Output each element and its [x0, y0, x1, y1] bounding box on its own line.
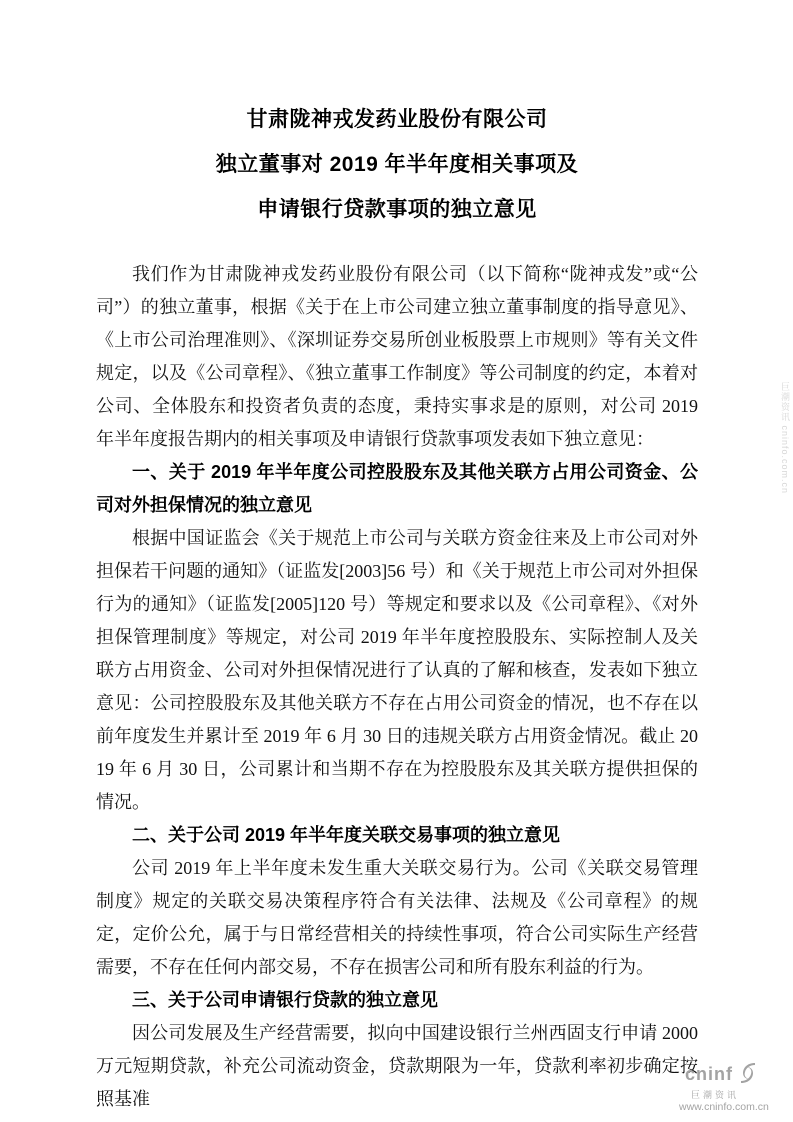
document-title — [96, 97, 698, 232]
side-watermark: 巨潮资讯 cninfo.com.cn — [780, 382, 790, 495]
paragraph: 公司 2019 年上半年度未发生重大关联交易行为。公司《关联交易管理制度》规定的关联交易决策程序符合有关法律、法规及《公司章程》的规定，定价公允，属于与日常经营相关的持续性事项，符合公司实际生产经营需要，不存在任何内部交易，不存在损害公司和所有股东利益的行为。 — [96, 858, 698, 977]
section-heading: 二、关于公司 2019 年半年度关联交易事项的独立意见 — [132, 825, 561, 845]
cninfo-brand-chinese: 巨潮资讯 — [691, 1089, 740, 1100]
title-line-1: 甘肃陇神戎发药业股份有限公司 — [246, 108, 548, 131]
cninfo-website: www.cninfo.com.cn — [679, 1101, 769, 1114]
paragraph: 我们作为甘肃陇神戎发药业股份有限公司（以下简称“陇神戎发”或“公司”）的独立董事，根据《关于在上市公司建立独立董事制度的指导意见》、《上市公司治理准则》、《深圳证券交易所创业板股票上市规则》等有关文件规定，以及《公司章程》、《独立董事工作制度》等公司制度的约定，本着对公司、全体股东和投资者负责的态度，秉持实事求是的原则，对公司 2019 年半年度报告期内的相关事项及申请银行贷款事项发表如下独立意见： — [96, 264, 698, 449]
document-body — [96, 258, 698, 1116]
title-line-2: 独立董事对 2019 年半年度相关事项及 — [215, 153, 579, 176]
title-line-3: 申请银行贷款事项的独立意见 — [257, 198, 537, 221]
document-content — [96, 0, 698, 1116]
paragraph: 因公司发展及生产经营需要，拟向中国建设银行兰州西固支行申请 2000 万元短期贷款，补充公司流动资金，贷款期限为一年，贷款利率初步确定按照基准 — [96, 1023, 698, 1109]
cninfo-logo — [679, 1061, 787, 1114]
paragraph: 根据中国证监会《关于规范上市公司与关联方资金往来及上市公司对外担保若干问题的通知》（证监发[2003]56 号）和《关于规范上市公司对外担保行为的通知》（证监发[2005]120 号）等规定和要求以及《公司章程》、《对外担保管理制度》等规定，对公司 2019 年半年度控股股东、实际控制人及关联方占用资金、公司对外担保情况进行了认真的了解和核查，发表如下独立意见：公司控股股东及其他关联方不存在占用公司资金的情况，也不存在以前年度发生并累计至 2019 年 6 月 30 日的违规关联方占用资金情况。截止 2019 年 6 月 30 日，公司累计和当期不存在为控股股东及其关联方提供担保的情况。 — [96, 528, 698, 812]
section-heading: 一、关于 2019 年半年度公司控股股东及其他关联方占用公司资金、公司对外担保情况的独立意见 — [96, 462, 698, 515]
cninfo-swirl-icon — [735, 1061, 761, 1090]
section-heading: 三、关于公司申请银行贷款的独立意见 — [132, 990, 438, 1010]
cninfo-brand-text: cninf — [685, 1064, 733, 1085]
